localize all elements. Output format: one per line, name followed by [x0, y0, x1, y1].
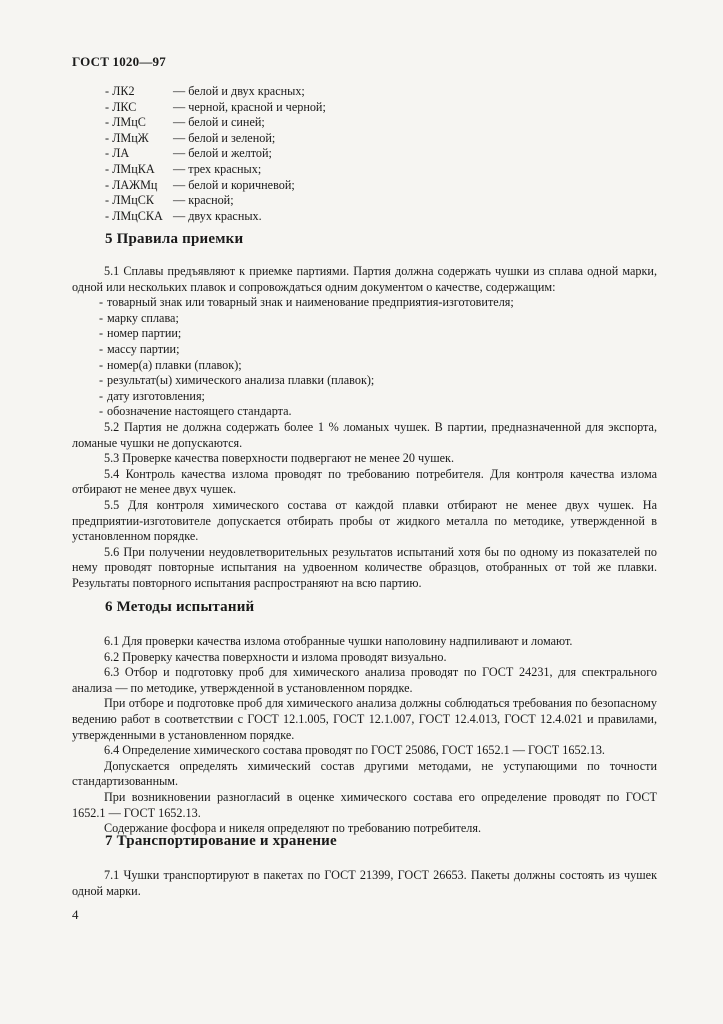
grade-list-item: [105, 193, 326, 209]
page-number: 4: [72, 907, 79, 922]
section-6-title: 6 Методы испытаний: [105, 599, 255, 615]
grade-list-item: [105, 100, 326, 116]
document-header: ГОСТ 1020—97: [72, 54, 166, 69]
quality-document-item-text: массу партии;: [107, 341, 180, 356]
grade-color-description: — красной;: [173, 193, 234, 208]
quality-document-item: [72, 389, 657, 405]
grade-marking-list: [105, 84, 326, 224]
grade-list-item: [105, 146, 326, 162]
paragraph-5-6: 5.6 При получении неудовлетворительных результатов испытаний хотя бы по одному из показателей по нему проводят повторные испытания на удвоенном количестве образцов, отобранных от той же плавки. Результаты повторного испытания распространяют на всю партию.: [72, 544, 657, 590]
paragraph-6-3: 6.3 Отбор и подготовку проб для химического анализа проводят по ГОСТ 24231, для спектрального анализа — по методике, утвержденной в установленном порядке.: [72, 665, 657, 695]
grade-code: - ЛАЖМц: [105, 177, 158, 192]
grade-color-description: — двух красных.: [173, 208, 262, 223]
quality-document-item: [72, 311, 657, 327]
paragraph-6-4-phosphorus: Содержание фосфора и никеля определяют по требованию потребителя.: [104, 821, 482, 836]
grade-code: - ЛК2: [105, 84, 135, 98]
grade-list-item: [105, 209, 326, 225]
grade-color-description: — черной, красной и черной;: [173, 99, 326, 114]
grade-code: - ЛМцС: [105, 115, 146, 130]
quality-document-list: [72, 295, 657, 420]
section-7-title: 7 Транспортирование и хранение: [105, 833, 337, 849]
quality-document-item: [72, 404, 657, 420]
grade-color-description: — белой и коричневой;: [173, 177, 295, 192]
quality-document-item: [72, 373, 657, 389]
paragraph-5-2: 5.2 Партия не должна содержать более 1 % ломаных чушек. В партии, предназначенной для экспорта, ломаные чушки не допускаются.: [72, 419, 657, 450]
grade-list-item: [105, 131, 326, 147]
grade-code: - ЛМцСК: [105, 193, 154, 208]
quality-document-item-text: номер(а) плавки (плавок);: [107, 357, 242, 372]
quality-document-item: [72, 342, 657, 358]
paragraph-7-1: 7.1 Чушки транспортируют в пакетах по ГОСТ 21399, ГОСТ 26653. Пакеты должны состоять из чушек одной марки.: [72, 868, 657, 898]
section-5-body: [72, 264, 657, 591]
quality-document-item-text: товарный знак или товарный знак и наименование предприятия-изготовителя;: [107, 295, 514, 310]
grade-code: - ЛМцКА: [105, 161, 155, 176]
grade-color-description: — белой и желтой;: [173, 146, 272, 161]
paragraph-6-2: 6.2 Проверку качества поверхности и излома проводят визуально.: [104, 649, 447, 664]
quality-document-item-text: марку сплава;: [107, 310, 179, 325]
grade-code: - ЛА: [105, 146, 130, 161]
grade-list-item: [105, 162, 326, 178]
quality-document-item-text: результат(ы) химического анализа плавки (плавок);: [107, 373, 375, 388]
quality-document-item: [72, 358, 657, 374]
grade-color-description: — белой и двух красных;: [173, 84, 305, 98]
grade-list-item: [105, 178, 326, 194]
paragraph-6-4-disputes: При возникновении разногласий в оценке химического состава его определение проводят по ГОСТ 1652.1 — ГОСТ 1652.13.: [72, 789, 657, 820]
grade-code: - ЛМцЖ: [105, 130, 149, 145]
section-5-title: 5 Правила приемки: [105, 231, 244, 247]
paragraph-6-3-safety: При отборе и подготовке проб для химического анализа должны соблюдаться требования по безопасному ведению работ в соответствии с ГОСТ 12.1.005, ГОСТ 12.1.007, ГОСТ 12.4.013, ГОСТ 12.4.021 и правилами, утвержденными в установленном порядке.: [72, 696, 657, 742]
paragraph-5-5: 5.5 Для контроля химического состава от каждой плавки отбирают не менее двух чушек. На предприятии-изготовителе допускается отбирать пробы от жидкого металла по методике, утвержденной в установленном порядке.: [72, 497, 657, 544]
quality-document-item-text: обозначение настоящего стандарта.: [107, 404, 292, 419]
grade-code: - ЛКС: [105, 99, 137, 114]
grade-color-description: — трех красных;: [173, 161, 262, 176]
grade-color-description: — белой и зеленой;: [173, 130, 276, 145]
paragraph-5-1: 5.1 Сплавы предъявляют к приемке партиями. Партия должна содержать чушки из сплава одной марки, одной или нескольких плавок и сопровождаться одним документом о качестве, содержащим:: [72, 264, 657, 294]
paragraph-6-4-alt-methods: Допускается определять химический состав другими методами, не уступающими по точности стандартизованным.: [72, 758, 657, 789]
section-6-body: [72, 634, 657, 837]
paragraph-5-4: 5.4 Контроль качества излома проводят по требованию потребителя. Для контроля качества излома отбирают не менее двух чушек.: [72, 466, 657, 497]
section-7-body: [72, 868, 657, 899]
quality-document-item: [72, 295, 657, 311]
quality-document-item-text: номер партии;: [107, 326, 182, 341]
paragraph-6-1: 6.1 Для проверки качества излома отобранные чушки наполовину надпиливают и ломают.: [104, 634, 573, 648]
quality-document-item-text: дату изготовления;: [107, 388, 205, 403]
grade-code: - ЛМцСКА: [105, 208, 163, 223]
grade-list-item: [105, 84, 326, 100]
quality-document-item: [72, 326, 657, 342]
paragraph-5-3: 5.3 Проверке качества поверхности подвергают не менее 20 чушек.: [104, 451, 455, 466]
grade-list-item: [105, 115, 326, 131]
paragraph-6-4: 6.4 Определение химического состава проводят по ГОСТ 25086, ГОСТ 1652.1 — ГОСТ 1652.13.: [104, 743, 605, 758]
grade-color-description: — белой и синей;: [173, 115, 265, 130]
